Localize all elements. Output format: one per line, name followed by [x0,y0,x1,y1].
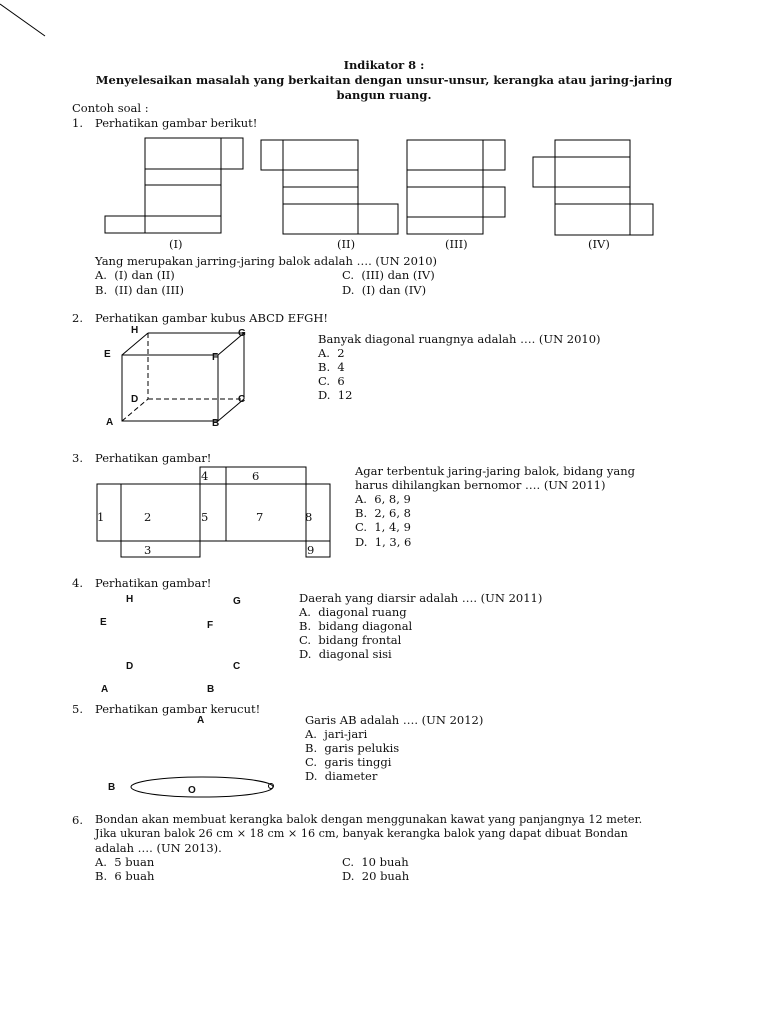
q6-text-line-3: adalah …. (UN 2013). [95,841,222,855]
q4-vertex-d: D [126,661,134,672]
q4-vertex-c: C [233,661,241,672]
net-cell-3: 3 [144,543,152,557]
q2-question: Banyak diagonal ruangnya adalah …. (UN 2010) [318,332,601,346]
q2-option-d[interactable]: D. 12 [318,388,353,402]
q6-option-a[interactable]: A. 5 buan [95,855,155,869]
q6-number: 6. [72,813,83,827]
example-heading: Contoh soal : [72,101,149,115]
cone-point-a: A [197,715,205,726]
q1-option-c[interactable]: C. (III) dan (IV) [342,268,435,282]
q5-option-d[interactable]: D. diameter [305,769,378,783]
q6-text-line-2: Jika ukuran balok 26 cm × 18 cm × 16 cm, banyak kerangka balok yang dapat dibuat Bondan [95,827,628,840]
q4-question: Daerah yang diarsir adalah …. (UN 2011) [299,591,543,605]
indicator-label: Indikator 8 : [343,58,425,72]
cone-point-b: B [108,782,116,793]
q1-option-a[interactable]: A. (I) dan (II) [95,268,175,282]
net-label-4: (IV) [588,237,610,251]
q5-option-c[interactable]: C. garis tinggi [305,755,392,769]
q4-option-a[interactable]: A. diagonal ruang [299,605,407,619]
cube-figure [122,333,244,421]
net-figure-3 [407,140,505,234]
q3-option-d[interactable]: D. 1, 3, 6 [355,535,412,549]
net-cell-8: 8 [305,510,313,524]
q4-option-c[interactable]: C. bidang frontal [299,633,402,647]
cone-point-o: O [188,785,196,796]
cube-vertex-b: B [212,418,220,429]
q5-question: Garis AB adalah …. (UN 2012) [305,713,484,727]
q1-number: 1. [72,116,83,130]
cone-figure [131,777,274,797]
q1-question: Yang merupakan jarring-jaring balok adalah …. (UN 2010) [95,254,438,268]
q1-text: Perhatikan gambar berikut! [95,116,258,130]
q3-option-a[interactable]: A. 6, 8, 9 [355,492,411,506]
net-label-1: (I) [169,237,183,251]
q4-vertex-a: A [101,684,109,695]
net-label-2: (II) [337,237,356,251]
q2-option-c[interactable]: C. 6 [318,374,345,388]
q3-question: Agar terbentuk jaring-jaring balok, bidang yang [355,464,635,478]
net-figure-2 [261,140,398,234]
q6-option-b[interactable]: B. 6 buah [95,869,155,883]
cube-vertex-f: F [212,352,219,363]
q6-text-line-1: Bondan akan membuat kerangka balok dengan menggunakan kawat yang panjangnya 12 meter. [95,813,643,826]
net-label-3: (III) [445,237,468,251]
q6-option-c[interactable]: C. 10 buah [342,855,409,869]
numbered-net-figure [97,467,330,557]
q1-option-b[interactable]: B. (II) dan (III) [95,283,185,297]
cube-vertex-c: C [238,394,246,405]
q2-number: 2. [72,311,83,325]
net-cell-9: 9 [307,543,315,557]
q4-vertex-e: E [100,617,107,628]
q2-text: Perhatikan gambar kubus ABCD EFGH! [95,311,329,325]
q4-vertex-f: F [207,620,214,631]
q4-option-b[interactable]: B. bidang diagonal [299,619,413,633]
cube-vertex-d: D [131,394,139,405]
q3-number: 3. [72,451,83,465]
page-title-continued: bangun ruang. [336,88,432,102]
q4-number: 4. [72,576,83,590]
q2-option-a[interactable]: A. 2 [318,346,345,360]
q6-option-d[interactable]: D. 20 buah [342,869,410,883]
net-cell-4: 4 [201,469,209,483]
cube-vertex-h: H [131,325,139,336]
q5-option-a[interactable]: A. jari-jari [305,727,368,741]
net-figure-1 [105,138,243,233]
corner-line [0,4,45,36]
net-cell-1: 1 [97,510,105,524]
cube-vertex-e: E [104,349,111,360]
q1-option-d[interactable]: D. (I) dan (IV) [342,283,427,297]
q4-vertex-b: B [207,684,215,695]
net-figure-4 [533,140,653,235]
q3-question-continued: harus dihilangkan bernomor …. (UN 2011) [355,478,606,492]
net-cell-5: 5 [201,510,209,524]
cube-vertex-a: A [106,417,114,428]
q4-text: Perhatikan gambar! [95,576,212,590]
q3-option-c[interactable]: C. 1, 4, 9 [355,520,411,534]
net-cell-6: 6 [252,469,260,483]
page-title: Menyelesaikan masalah yang berkaitan dengan unsur-unsur, kerangka atau jaring-jaring [95,73,673,87]
q4-vertex-g: G [233,596,241,607]
q5-number: 5. [72,702,83,716]
q3-option-b[interactable]: B. 2, 6, 8 [355,506,411,520]
q3-text: Perhatikan gambar! [95,451,212,465]
q5-option-b[interactable]: B. garis pelukis [305,741,400,755]
q4-option-d[interactable]: D. diagonal sisi [299,647,392,661]
net-cell-7: 7 [256,510,264,524]
q5-text: Perhatikan gambar kerucut! [95,702,261,716]
q2-option-b[interactable]: B. 4 [318,360,345,374]
q4-vertex-h: H [126,594,134,605]
net-cell-2: 2 [144,510,152,524]
cube-vertex-g: G [238,328,246,339]
